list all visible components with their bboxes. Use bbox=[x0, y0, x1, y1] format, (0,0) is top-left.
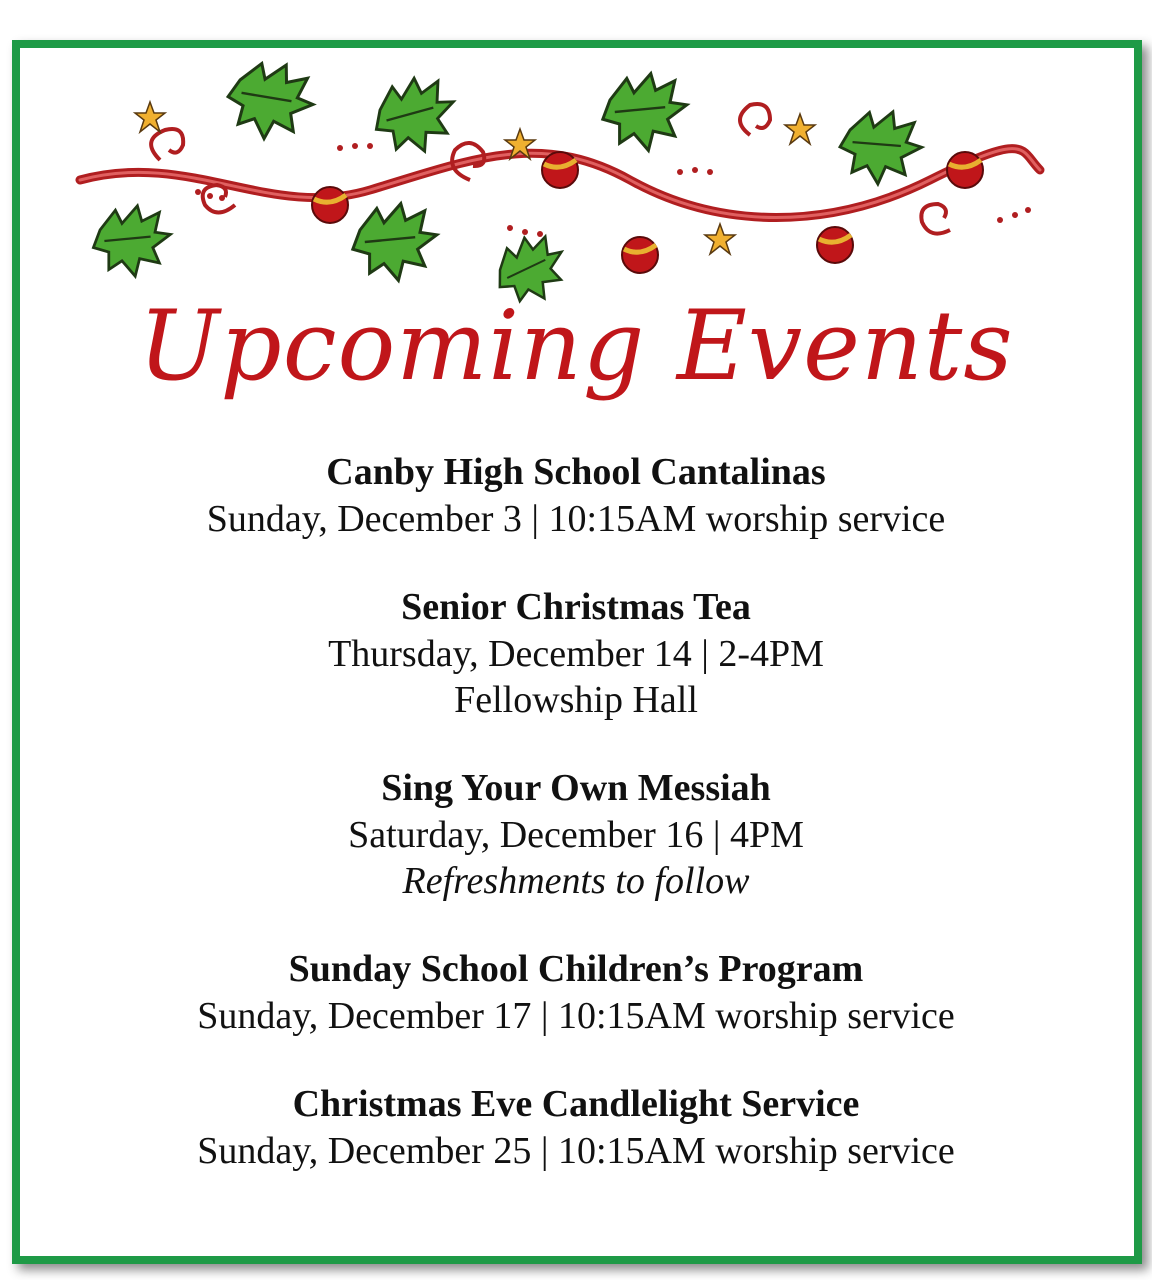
event-title: Sing Your Own Messiah bbox=[381, 767, 771, 809]
event-date-time: Thursday, December 14 | 2-4PM bbox=[328, 633, 824, 675]
event-item bbox=[0, 1080, 1152, 1174]
holly-leaf bbox=[835, 104, 927, 190]
event-date-time: Sunday, December 3 | 10:15AM worship service bbox=[206, 498, 946, 540]
red-ornament bbox=[542, 152, 578, 188]
holly-leaf bbox=[220, 60, 321, 149]
swirl-decoration bbox=[151, 129, 183, 160]
holly-leaf bbox=[603, 74, 687, 151]
swirl-decoration bbox=[921, 204, 950, 234]
event-note: Refreshments to follow bbox=[402, 860, 750, 902]
page-title: Upcoming Events bbox=[138, 290, 1014, 402]
event-location: Fellowship Hall bbox=[454, 679, 698, 721]
swirl-decoration bbox=[740, 104, 770, 135]
gold-star bbox=[135, 102, 165, 132]
event-item bbox=[0, 945, 1152, 1039]
holly-leaf bbox=[369, 72, 461, 158]
event-list bbox=[0, 448, 1152, 1215]
holly-leaf bbox=[93, 206, 170, 276]
red-ornament bbox=[817, 227, 853, 263]
gold-star bbox=[785, 114, 815, 144]
red-ornament bbox=[312, 187, 348, 223]
event-title: Christmas Eve Candlelight Service bbox=[292, 1083, 860, 1125]
event-item bbox=[0, 448, 1152, 542]
event-date-time: Sunday, December 17 | 10:15AM worship service bbox=[197, 995, 955, 1037]
event-date-time: Sunday, December 25 | 10:15AM worship service bbox=[197, 1130, 955, 1172]
red-ornament bbox=[947, 152, 983, 188]
event-title: Senior Christmas Tea bbox=[401, 586, 751, 628]
holly-leaf bbox=[353, 204, 437, 281]
event-item bbox=[0, 583, 1152, 723]
gold-star bbox=[705, 224, 735, 254]
event-date-time: Saturday, December 16 | 4PM bbox=[348, 814, 804, 856]
red-ornament bbox=[622, 237, 658, 273]
holly-garland-illustration bbox=[70, 60, 1050, 320]
event-title: Sunday School Children’s Program bbox=[288, 948, 864, 990]
event-item bbox=[0, 764, 1152, 904]
event-title: Canby High School Cantalinas bbox=[326, 451, 826, 493]
